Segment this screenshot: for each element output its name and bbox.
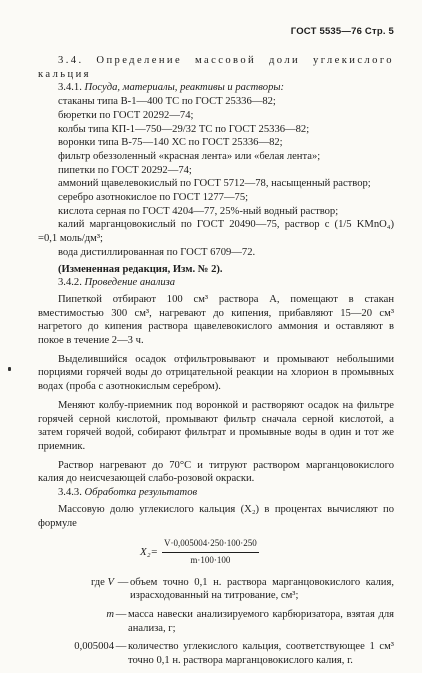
margin-mark [8,367,11,371]
heading-3-4-1 [38,81,394,95]
paragraph: Меняют колбу-приемник под воронкой и растворяют осадок на фильтре горячей серной кислотой, промывают фильтр сначала серной кислотой, а затем горячей водой, собирают фильтрат и промывные воды в один и тот же приемник. [38,399,394,452]
formula-intro: Массовую долю углекислого кальция (X₂) в процентах вычисляют по формуле [38,503,394,529]
heading-number: 3.4.3. [58,487,85,499]
edition-note: (Измененная редакция, Изм. № 2). [58,263,223,275]
definition-symbol: 0,005004 [74,641,114,653]
definition-dash: — [117,576,129,588]
page-content [38,54,394,673]
heading-3-4-2 [38,276,394,290]
list-item: фильтр обеззоленный «красная лента» или «белая лента»; [58,150,321,162]
paragraph: Пипеткой отбирают 100 см³ раствора А, помещают в стакан вместимостью 300 см³, нагревают до кипения, прибавляют 15—20 см³ нагретого до кипения раствора щавелевокислого аммония и оставляют в покое в течение 2—3 ч. [38,293,394,347]
definition-text: масса навески анализируемого карбюризатора, взятая для анализа, г; [128,609,394,634]
list-item: вода дистиллированная по ГОСТ 6709—72. [58,246,256,258]
formula-fraction [162,537,259,567]
heading-number: 3.4.2. [58,277,85,289]
formula [140,537,394,567]
definition-row [38,640,394,667]
list-item: бюретки по ГОСТ 20292—74; [58,109,194,121]
section-title: 3.4. Определение массовой доли углекислого кальция [38,55,394,80]
where-word: где [90,576,105,588]
list-item: серебро азотнокислое по ГОСТ 1277—75; [58,192,249,204]
definition-symbol: где V [90,576,114,588]
formula-denominator: m·100·100 [190,554,231,565]
heading-3-4-3 [38,486,394,500]
materials-list [38,95,394,259]
definition-row [38,608,394,635]
definition-symbol: m [106,609,114,621]
page-header: ГОСТ 5535—76 Стр. 5 [290,26,394,37]
formula-numerator: V·0,005004·250·100·250 [162,537,259,553]
list-item: аммоний щавелевокислый по ГОСТ 5712—78, насыщенный раствор; [58,178,371,190]
heading-text: Посуда, материалы, реактивы и растворы: [84,82,285,94]
formula-lhs: X₂= [140,545,158,558]
list-item: колбы типа КП-1—750—29/32 ТС по ГОСТ 25336—82; [58,123,310,135]
definition-row [38,576,394,603]
definition-dash: — [115,609,127,621]
definition-text: количество углекислого кальция, соответствующее 1 см³ точно 0,1 н. раствора марганцовокислого калия, г. [128,641,394,667]
paragraph: Выделившийся осадок отфильтровывают и промывают небольшими порциями горячей воды до отрицательной реакции на хлорион в промывных водах (проба с азотнокислым серебром). [38,353,394,393]
paragraph: Раствор нагревают до 70°С и титруют раствором марганцовокислого калия до неисчезающей слабо-розовой окраски. [38,459,394,485]
list-item: калий марганцовокислый по ГОСТ 20490—75, раствор c (1/5 KMnO₄) =0,1 моль/дм³; [38,219,394,245]
definition-text: объем точно 0,1 н. раствора марганцовокислого калия, израсходованный на титрование, см³; [130,576,394,602]
list-item: воронки типа В-75—140 ХС по ГОСТ 25336—82; [58,137,283,149]
variable-definitions [38,576,394,668]
list-item: стаканы типа В-1—400 ТС по ГОСТ 25336—82; [58,96,276,108]
heading-number: 3.4.1. [58,82,85,94]
heading-text: Обработка результатов [84,487,198,499]
heading-text: Проведение анализа [84,277,176,289]
list-item: пипетки по ГОСТ 20292—74; [58,164,192,176]
definition-dash: — [115,641,127,653]
list-item: кислота серная по ГОСТ 4204—77, 25%-ный водный раствор; [58,205,339,217]
